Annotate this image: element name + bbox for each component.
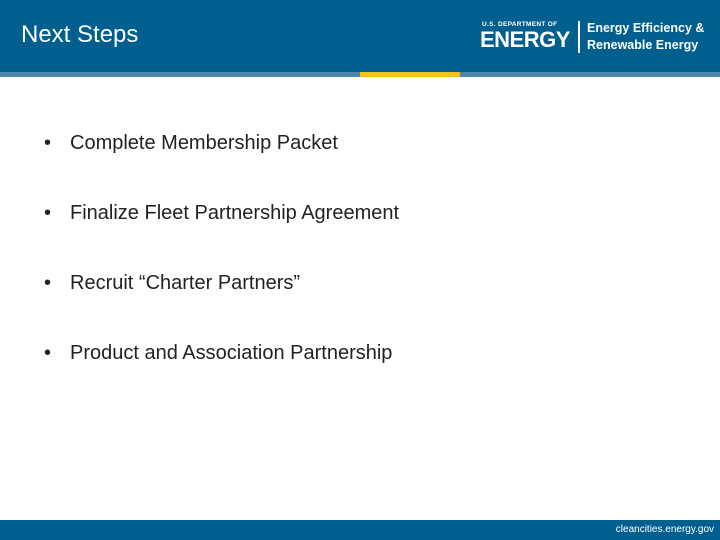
logo-office-line-2: Renewable Energy (587, 38, 699, 52)
footer-url: cleancities.energy.gov (615, 524, 714, 535)
doe-eere-logo (480, 18, 710, 58)
bullet-item (44, 270, 300, 296)
logo-energy-text: ENERGY (480, 27, 570, 52)
logo-office-line-1: Energy Efficiency & (587, 21, 705, 35)
bullet-text: Recruit “Charter Partners” (70, 272, 301, 294)
stripe-segment-blue-left (0, 72, 360, 77)
stripe-segment-blue-right (460, 72, 720, 77)
bullet-text: Finalize Fleet Partnership Agreement (70, 202, 400, 224)
bullet-text: Complete Membership Packet (70, 132, 338, 154)
accent-stripe (0, 72, 720, 77)
bullet-glyph: • (44, 272, 52, 294)
stripe-segment-yellow (360, 72, 460, 77)
logo-department-text: U.S. DEPARTMENT OF (482, 21, 558, 28)
header-bar (0, 0, 720, 72)
bullet-glyph: • (44, 132, 52, 154)
footer-bar (0, 520, 720, 540)
logo-divider (578, 21, 580, 53)
bullet-item (44, 130, 338, 156)
bullet-glyph: • (44, 342, 52, 364)
bullet-item (44, 340, 392, 366)
bullet-item (44, 200, 399, 226)
bullet-text: Product and Association Partnership (70, 342, 393, 364)
slide-title: Next Steps (21, 21, 139, 48)
bullet-glyph: • (44, 202, 52, 224)
